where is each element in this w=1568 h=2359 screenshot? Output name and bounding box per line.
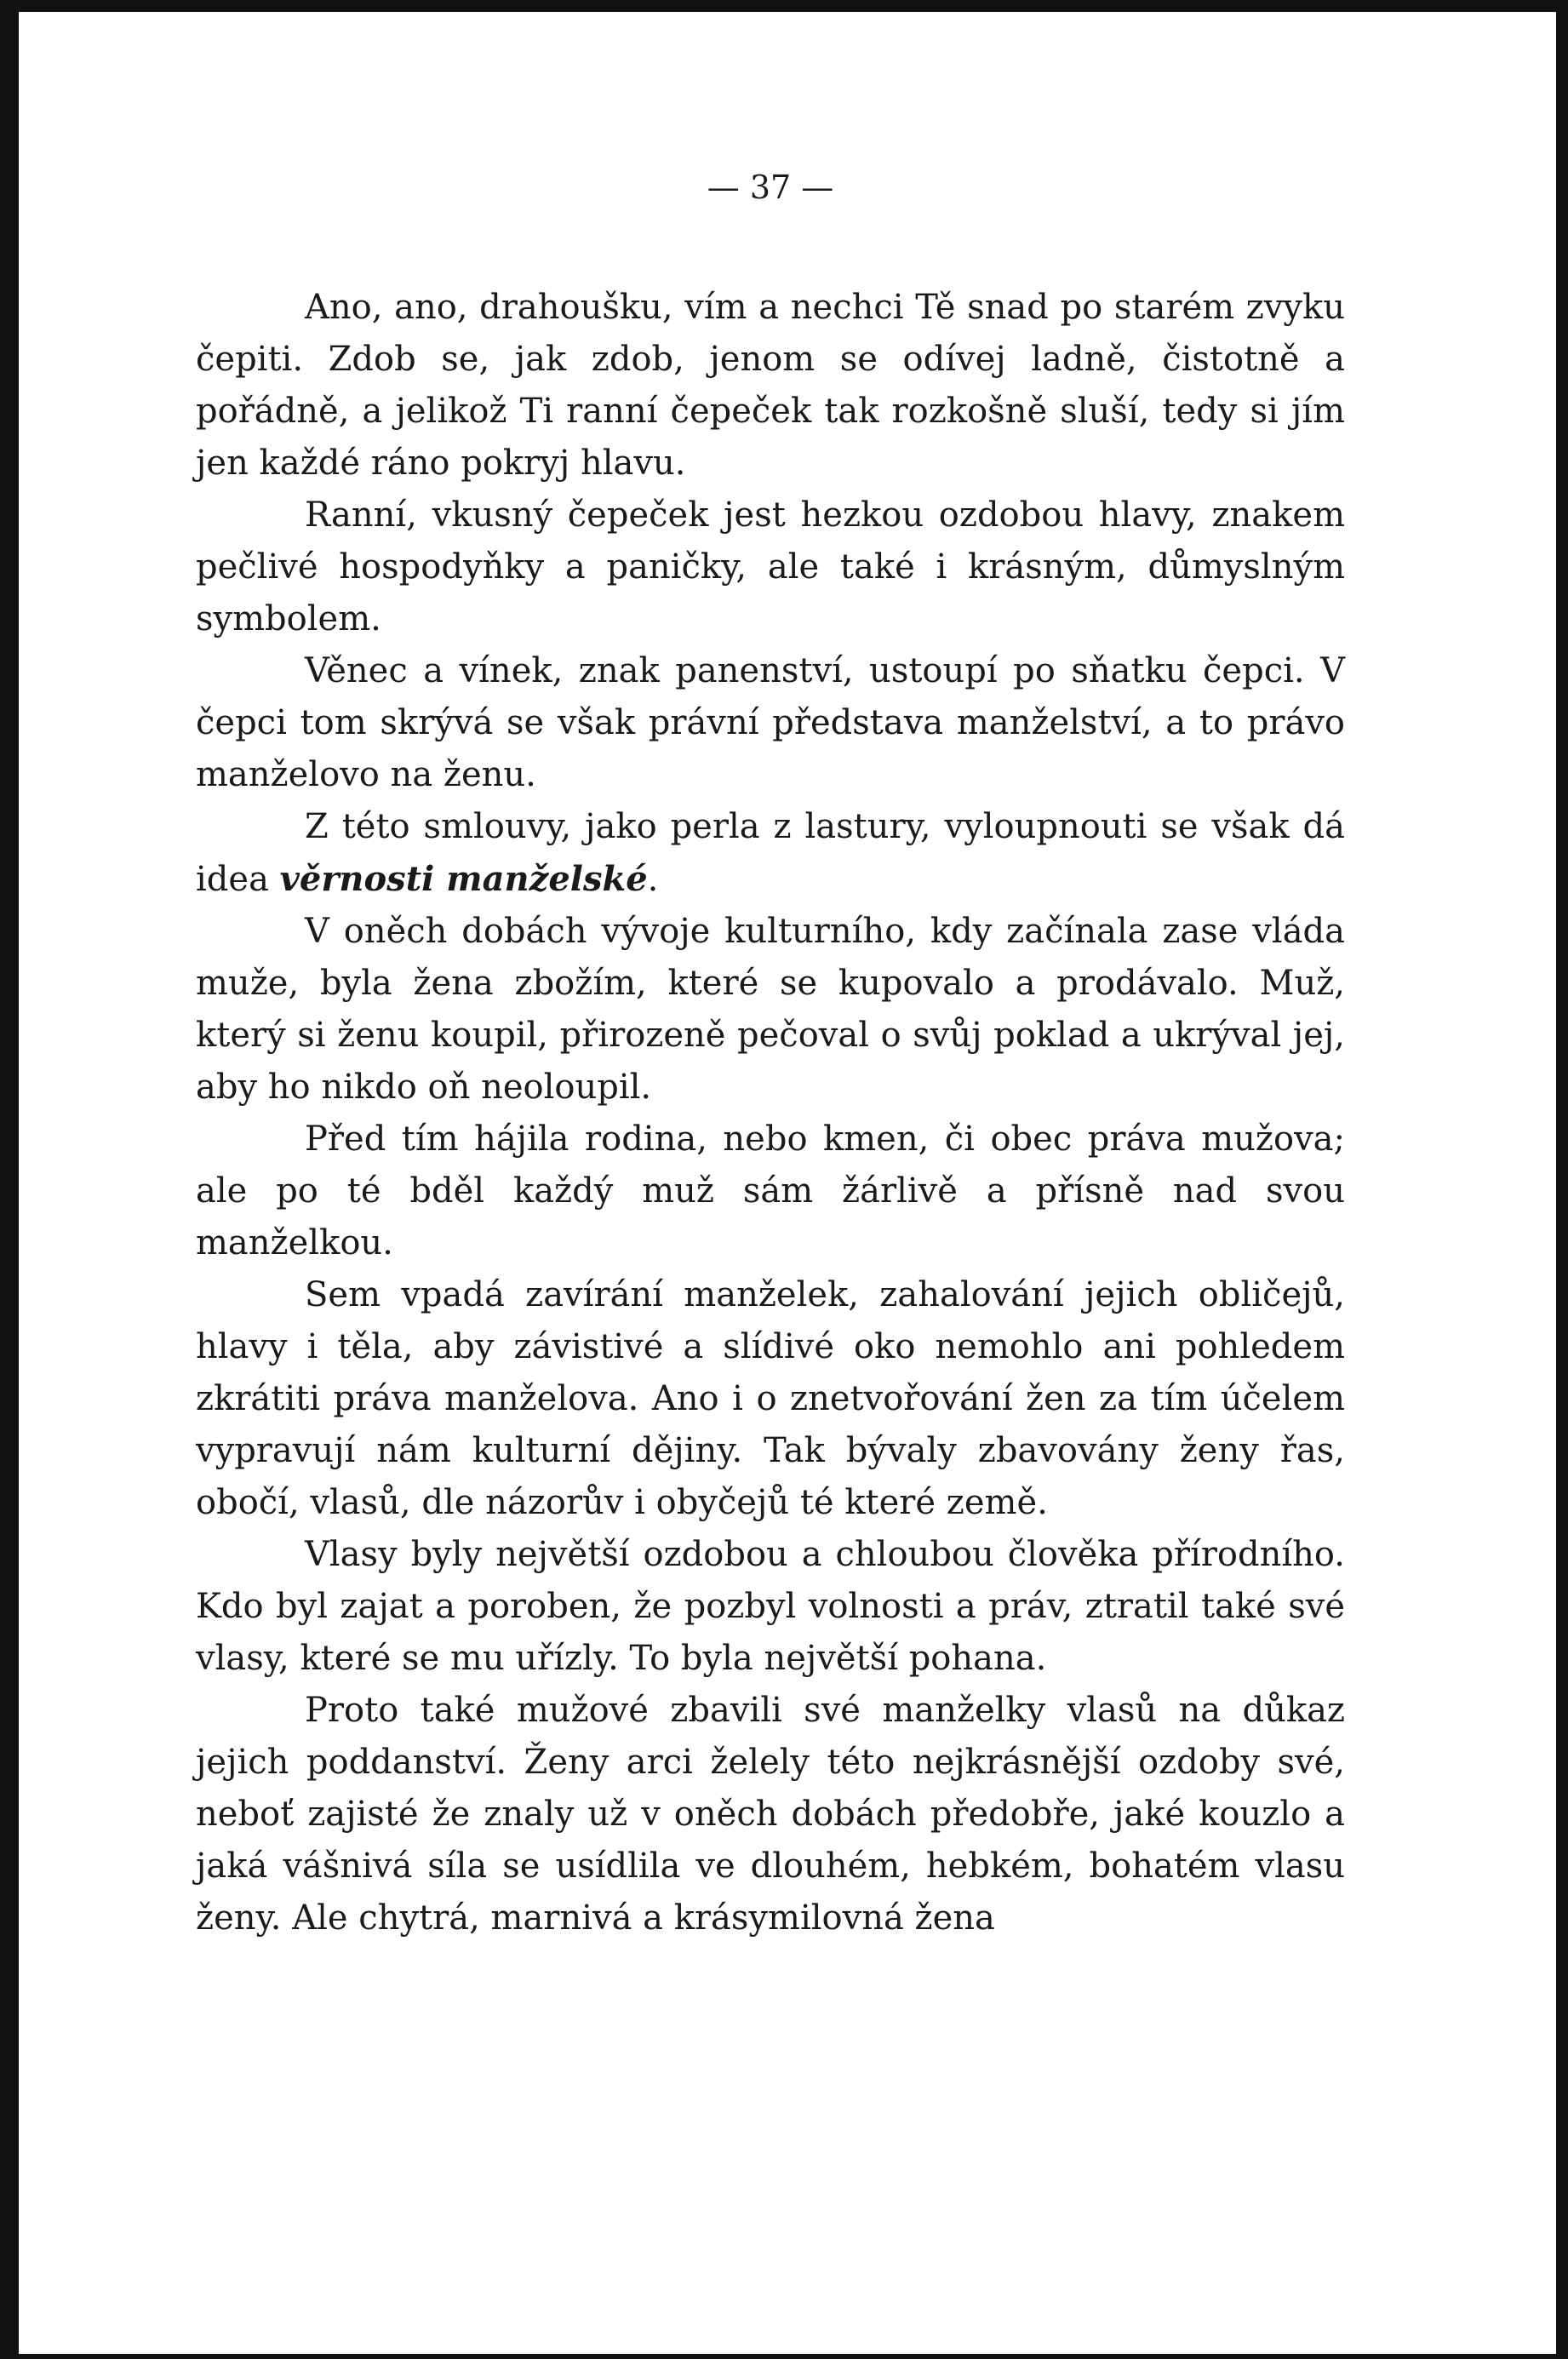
paragraph-3: Věnec a vínek, znak panenství, ustoupí po sňatku čepci. V čepci tom skrývá se však právní představa manželství, a to právo manželovo na ženu.	[196, 651, 1345, 794]
paragraph-8: Vlasy byly největší ozdobou a chloubou člověka přírodního. Kdo byl zajat a poroben, že pozbyl volnosti a práv, ztratil také své vlasy, které se mu uřízly. To byla největší pohana.	[196, 1535, 1345, 1678]
paragraph-5: V oněch dobách vývoje kulturního, kdy začínala zase vláda muže, byla žena zbožím, které se kupovalo a prodávalo. Muž, který si ženu koupil, přirozeně pečoval o svůj poklad a ukrýval jej, aby ho nikdo oň neoloupil.	[196, 912, 1345, 1107]
paragraph-7: Sem vpadá zavírání manželek, zahalování jejich obličejů, hlavy i těla, aby závistivé a slídivé oko nemohlo ani pohledem zkrátiti práva manželova. Ano i o znetvořování žen za tím účelem vypravují nám kulturní dějiny. Tak bývaly zbavovány ženy řas, obočí, vlasů, dle názorův i obyčejů té které země.	[196, 1275, 1345, 1522]
scan-border-top	[0, 0, 1568, 12]
emphasis-text: věrnosti manželské	[279, 859, 648, 899]
paragraph-1: Ano, ano, drahoušku, vím a nechci Tě snad po starém zvyku čepiti. Zdob se, jak zdob, jenom se odívej ladně, čistotně a pořádně, a jelikož Ti ranní čepeček tak rozkošně sluší, tedy si jím jen každé ráno pokryj hlavu.	[196, 288, 1345, 483]
paragraph-4	[196, 801, 1345, 906]
book-page	[196, 162, 1345, 1944]
scan-border-right	[1556, 0, 1568, 2359]
scan-border-left	[0, 0, 19, 2359]
scan-border-bottom	[0, 2354, 1568, 2359]
paragraph-4-text: Z této smlouvy, jako perla z lastury, vyloupnouti se však dá idea	[196, 807, 1345, 899]
page-number: — 37 —	[707, 169, 834, 206]
paragraph-6: Před tím hájila rodina, nebo kmen, či obec práva mužova; ale po té bděl každý muž sám žárlivě a přísně nad svou manželkou.	[196, 1119, 1345, 1263]
paragraph-4-end: .	[647, 860, 659, 899]
paragraph-2: Ranní, vkusný čepeček jest hezkou ozdobou hlavy, znakem pečlivé hospodyňky a paničky, ale také i krásným, důmyslným symbolem.	[196, 495, 1345, 638]
paragraph-9: Proto také mužové zbavili své manželky vlasů na důkaz jejich poddanství. Ženy arci želely této nejkrásnější ozdoby své, neboť zajisté že znaly už v oněch dobách předobře, jaké kouzlo a jaká vášnivá síla se usídlila ve dlouhém, hebkém, bohatém vlasu ženy. Ale chytrá, marnivá a krásymilovná žena	[196, 1691, 1345, 1938]
